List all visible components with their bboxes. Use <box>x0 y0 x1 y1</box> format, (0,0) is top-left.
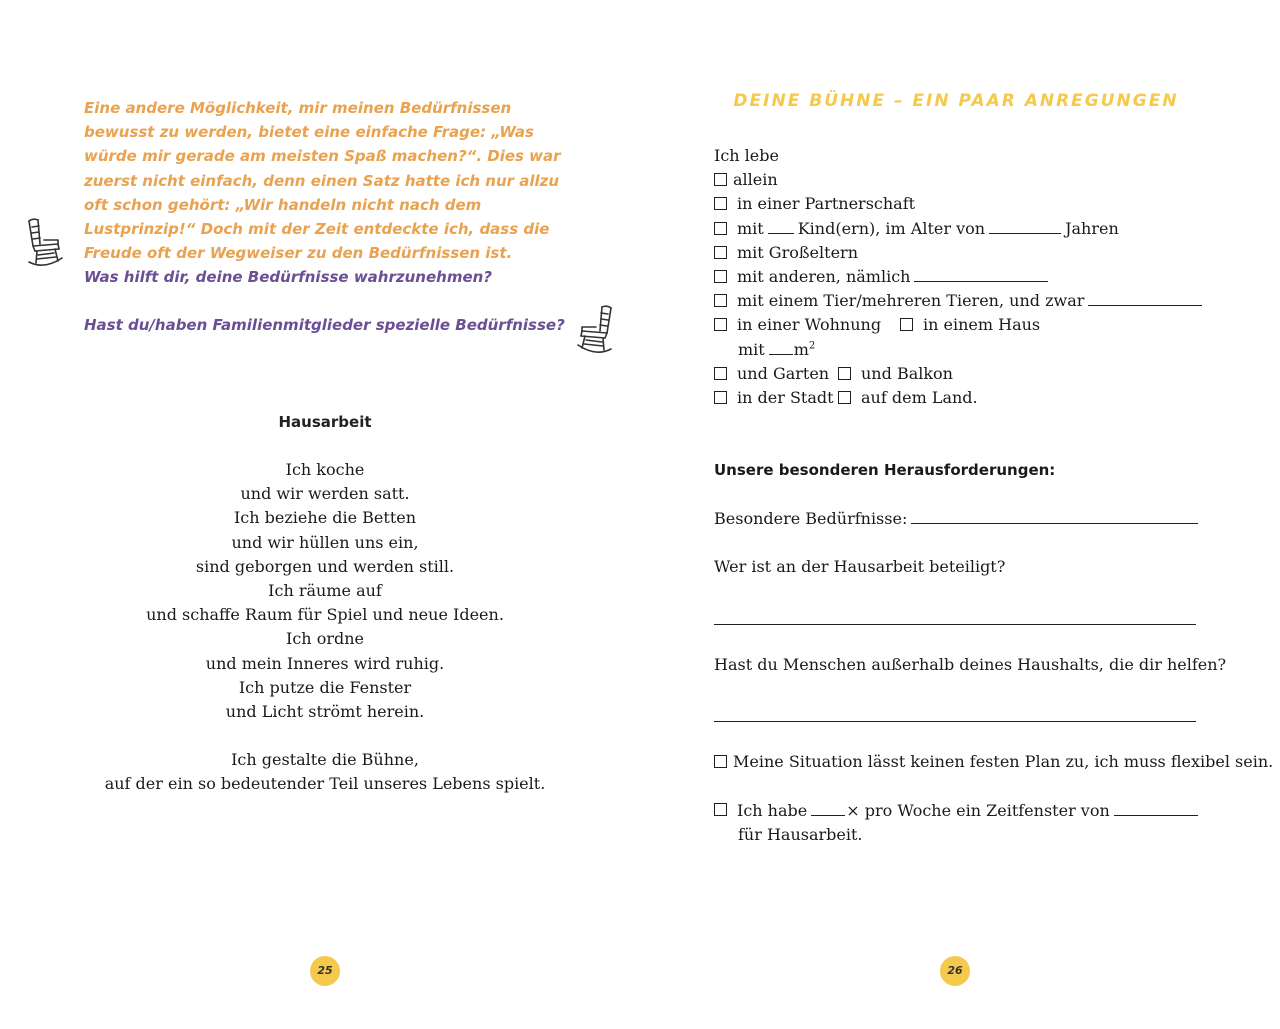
children-age-blank[interactable] <box>989 217 1061 234</box>
checkbox[interactable] <box>838 391 851 404</box>
checkbox[interactable] <box>714 318 727 331</box>
poem <box>0 458 650 797</box>
poem-line: und Licht strömt herein. <box>225 701 425 721</box>
children-count-blank[interactable] <box>768 217 794 234</box>
special-needs-field: Besondere Bedürfnisse: <box>714 507 1198 531</box>
option-flexible: Meine Situation lässt keinen festen Plan zu, ich muss flexibel sein. <box>714 750 1198 774</box>
intro-label: Ich lebe <box>714 146 779 165</box>
size-blank[interactable] <box>769 338 793 355</box>
rocking-chair-icon <box>24 218 66 272</box>
option-time-window: Ich habe × pro Woche ein Zeitfenster von <box>714 799 1198 823</box>
option-alone: allein <box>714 168 1198 192</box>
option-grandparents: mit Großeltern <box>714 241 1198 265</box>
poem-line: und mein Inneres wird ruhig. <box>205 653 445 673</box>
checkbox[interactable] <box>714 755 727 768</box>
poem-line: Ich putze die Fenster <box>238 677 412 697</box>
poem-line: auf der ein so bedeutender Teil unseres Lebens spielt. <box>104 774 546 794</box>
option-partnership: in einer Partnerschaft <box>714 192 1198 216</box>
poem-line: sind geborgen und werden still. <box>195 556 455 576</box>
option-pets: mit einem Tier/mehreren Tieren, und zwar <box>714 289 1198 313</box>
pets-blank[interactable] <box>1088 289 1202 306</box>
living-situation-form <box>714 144 1274 847</box>
poem-line: und schaffe Raum für Spiel und neue Ideen. <box>146 605 504 625</box>
checkbox[interactable] <box>714 197 727 210</box>
poem-line: Ich räume auf <box>268 580 382 600</box>
checkbox[interactable] <box>714 173 727 186</box>
question-perceive-needs: Was hilft dir, deine Bedürfnisse wahrzunehmen? <box>84 268 492 286</box>
checkbox[interactable] <box>838 367 851 380</box>
poem-line <box>0 724 650 748</box>
option-housing: in einer Wohnung in einem Haus <box>714 313 1198 337</box>
option-children: mit Kind(ern), im Alter von Jahren <box>714 217 1198 241</box>
times-blank[interactable] <box>811 799 845 816</box>
housework-question: Wer ist an der Hausarbeit beteiligt? <box>714 557 1006 577</box>
poem-line: und wir hüllen uns ein, <box>231 532 419 552</box>
option-others: mit anderen, nämlich <box>714 265 1198 289</box>
option-city-country: in der Stadt auf dem Land. <box>714 386 1198 410</box>
checkbox[interactable] <box>714 294 727 307</box>
others-blank[interactable] <box>914 265 1048 282</box>
checkbox[interactable] <box>714 367 727 380</box>
checkbox[interactable] <box>714 391 727 404</box>
poem-title: Hausarbeit <box>278 413 372 431</box>
checkbox[interactable] <box>714 222 727 235</box>
helpers-answer-line[interactable] <box>714 720 1196 722</box>
poem-line: und wir werden satt. <box>240 484 410 504</box>
page-number-right: 26 <box>940 956 970 986</box>
housing-size: mit $m^2$ <box>738 339 816 359</box>
challenges-heading: Unsere besonderen Herausforderungen: <box>714 461 1056 480</box>
checkbox[interactable] <box>714 270 727 283</box>
page-number-left: 25 <box>310 956 340 986</box>
time-window-blank[interactable] <box>1114 799 1198 816</box>
checkbox[interactable] <box>714 803 727 816</box>
page-heading: DEINE BÜHNE – EIN PAAR ANREGUNGEN <box>733 91 1179 111</box>
housework-answer-line[interactable] <box>714 623 1196 625</box>
poem-line: Ich ordne <box>286 629 364 649</box>
poem-line: Ich koche <box>285 460 365 479</box>
intro-paragraph: Eine andere Möglichkeit, mir meinen Bedürfnissen bewusst zu werden, bietet eine einfache Frage: „Was würde mir gerade am meisten Spaß machen?“. Dies war zuerst nicht einfach, denn einen Satz hatte ich nur allzu oft schon gehört: „Wir handeln nicht nach dem Lustprinzip!“ Doch mit der Zeit entdeckte ich, dass die Freude oft der Wegweiser zu den Bedürfnissen ist. <box>84 99 561 263</box>
helpers-question: Hast du Menschen außerhalb deines Haushalts, die dir helfen? <box>714 654 1227 674</box>
right-page <box>640 0 1280 1029</box>
option-garden-balcony: und Garten und Balkon <box>714 362 1198 386</box>
checkbox[interactable] <box>714 246 727 259</box>
question-special-needs: Hast du/haben Familienmitglieder spezielle Bedürfnisse? <box>84 316 565 334</box>
time-window-continued: für Hausarbeit. <box>738 824 863 844</box>
poem-line: Ich gestalte die Bühne, <box>231 750 419 770</box>
special-needs-blank[interactable] <box>911 507 1198 524</box>
checkbox[interactable] <box>900 318 913 331</box>
rocking-chair-icon <box>574 305 616 359</box>
poem-line: Ich beziehe die Betten <box>233 508 417 528</box>
